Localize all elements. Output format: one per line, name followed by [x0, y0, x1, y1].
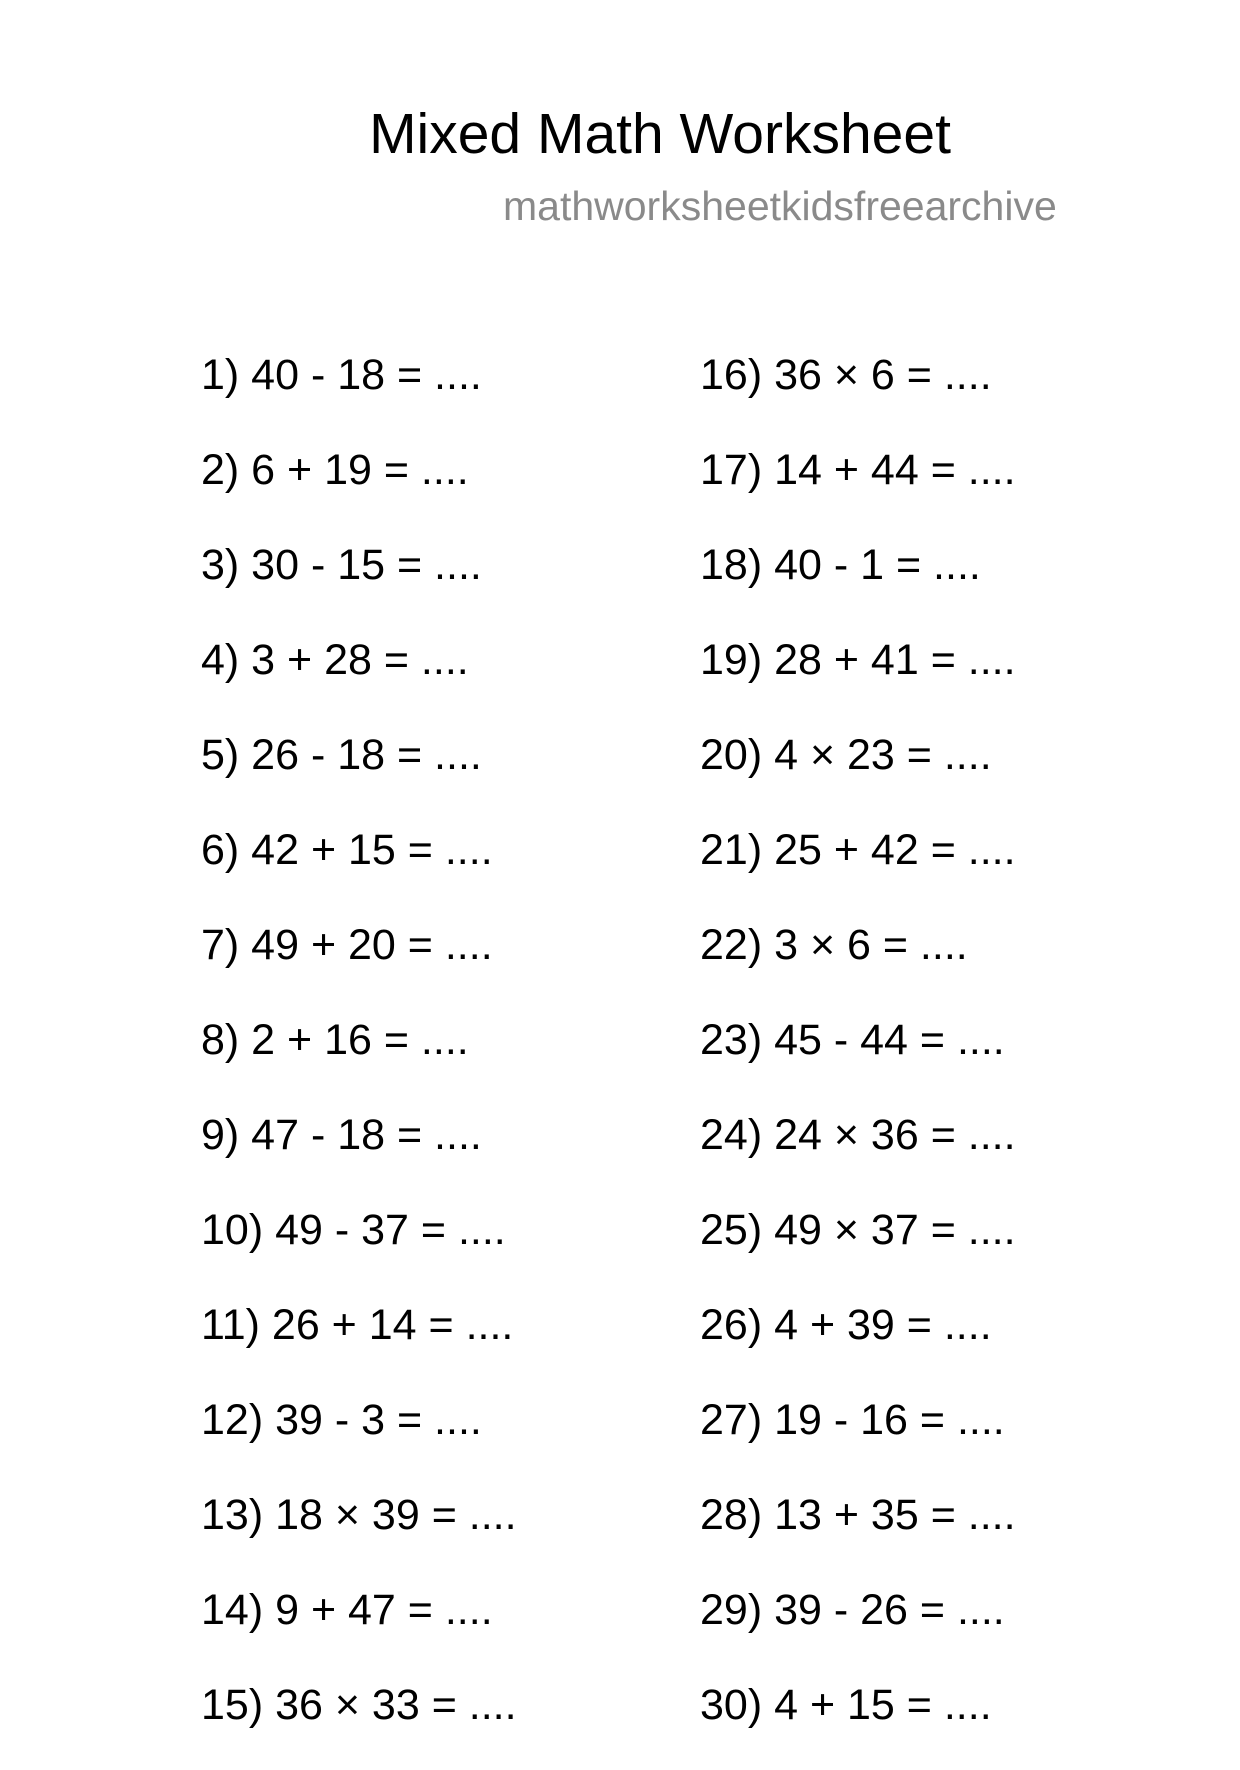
problem-15: 15) 36 × 33 = ....	[201, 1681, 517, 1729]
problem-18: 18) 40 - 1 = ....	[700, 541, 981, 589]
problem-3: 3) 30 - 15 = ....	[201, 541, 482, 589]
problem-25: 25) 49 × 37 = ....	[700, 1206, 1016, 1254]
problem-21: 21) 25 + 42 = ....	[700, 826, 1016, 874]
problem-7: 7) 49 + 20 = ....	[201, 921, 493, 969]
problem-24: 24) 24 × 36 = ....	[700, 1111, 1016, 1159]
problem-8: 8) 2 + 16 = ....	[201, 1016, 469, 1064]
problem-29: 29) 39 - 26 = ....	[700, 1586, 1005, 1634]
problem-20: 20) 4 × 23 = ....	[700, 731, 992, 779]
problem-22: 22) 3 × 6 = ....	[700, 921, 968, 969]
problem-27: 27) 19 - 16 = ....	[700, 1396, 1005, 1444]
problem-6: 6) 42 + 15 = ....	[201, 826, 493, 874]
problem-16: 16) 36 × 6 = ....	[700, 351, 992, 399]
problem-list-left	[201, 345, 517, 1770]
problem-4: 4) 3 + 28 = ....	[201, 636, 469, 684]
problem-28: 28) 13 + 35 = ....	[700, 1491, 1016, 1539]
problem-10: 10) 49 - 37 = ....	[201, 1206, 506, 1254]
worksheet-title: Mixed Math Worksheet	[369, 102, 951, 166]
problem-list-right	[700, 345, 1016, 1770]
problem-11: 11) 26 + 14 = ....	[201, 1301, 514, 1349]
problem-13: 13) 18 × 39 = ....	[201, 1491, 517, 1539]
problem-9: 9) 47 - 18 = ....	[201, 1111, 482, 1159]
problem-1: 1) 40 - 18 = ....	[201, 351, 482, 399]
problem-17: 17) 14 + 44 = ....	[700, 446, 1016, 494]
problem-12: 12) 39 - 3 = ....	[201, 1396, 482, 1444]
problem-23: 23) 45 - 44 = ....	[700, 1016, 1005, 1064]
problem-30: 30) 4 + 15 = ....	[700, 1681, 992, 1729]
problem-26: 26) 4 + 39 = ....	[700, 1301, 992, 1349]
problem-5: 5) 26 - 18 = ....	[201, 731, 482, 779]
problem-14: 14) 9 + 47 = ....	[201, 1586, 493, 1634]
source-watermark: mathworksheetkidsfreearchive	[503, 183, 1057, 229]
problem-19: 19) 28 + 41 = ....	[700, 636, 1016, 684]
problem-2: 2) 6 + 19 = ....	[201, 446, 469, 494]
